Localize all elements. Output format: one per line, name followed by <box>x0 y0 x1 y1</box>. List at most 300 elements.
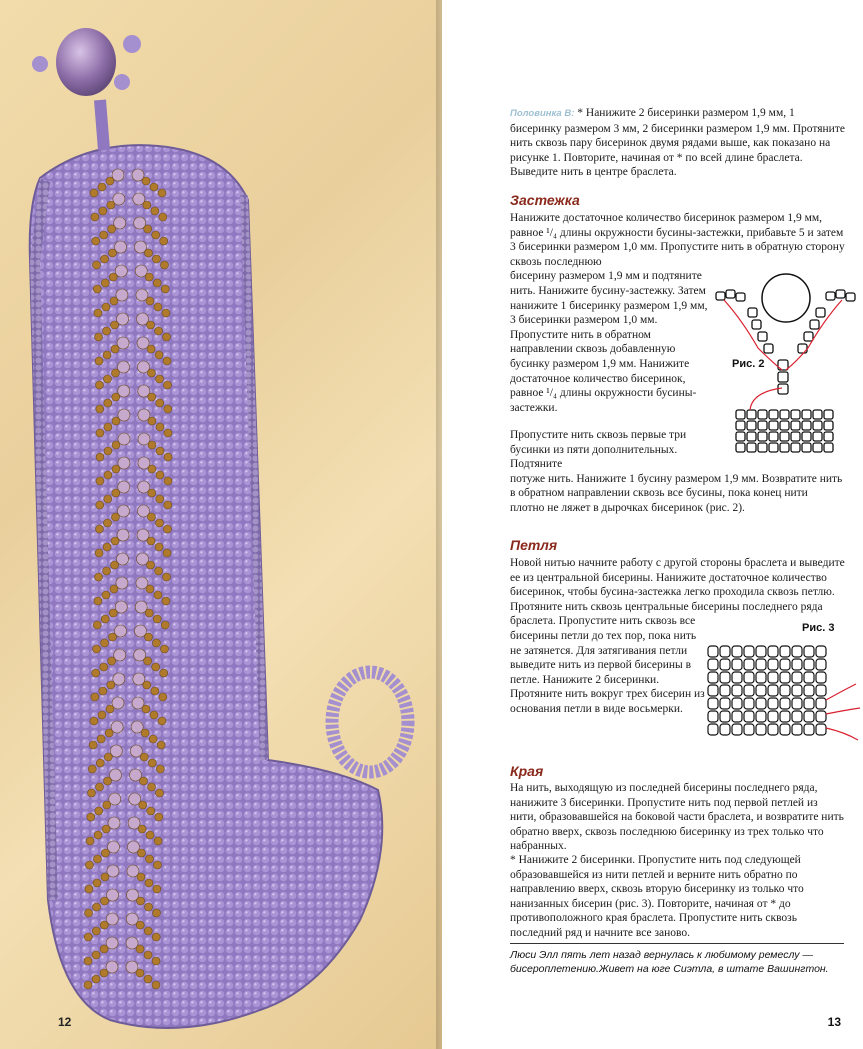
herringbone-bead <box>146 831 154 839</box>
herringbone-bead <box>153 885 161 893</box>
diagram-bead <box>804 646 814 657</box>
herringbone-bead <box>92 927 100 935</box>
herringbone-bead <box>94 831 102 839</box>
herringbone-bead <box>164 501 172 509</box>
herringbone-bead <box>95 357 103 365</box>
diagram-bead <box>732 698 742 709</box>
herringbone-bead <box>147 321 155 329</box>
diagram-bead <box>744 672 754 683</box>
herringbone-bead <box>90 189 98 197</box>
diagram-bead <box>791 410 800 419</box>
herringbone-bead <box>147 807 155 815</box>
diagram-bead <box>813 421 822 430</box>
loop-p-wide: Новой нитью начните работу с другой стороны браслета и выведите ее из центральной бисерины. Нанижите достаточное количество бисеринок, чтобы бусина-застежка легко проходила сквозь петлю. Протяните нить сквозь центральные бисерины последнего ряда <box>510 557 845 613</box>
herringbone-bead <box>144 951 152 959</box>
herringbone-bead <box>146 297 154 305</box>
diagram-bead <box>708 698 718 709</box>
herringbone-bead <box>143 681 151 689</box>
diagram-bead <box>736 421 745 430</box>
diagram-bead <box>744 685 754 696</box>
diagram-bead <box>732 646 742 657</box>
herringbone-bead <box>151 687 159 695</box>
herringbone-bead <box>138 825 146 833</box>
diagram-bead <box>768 711 778 722</box>
diagram-bead <box>816 698 826 709</box>
diagram-bead <box>802 421 811 430</box>
diagram-bead <box>708 672 718 683</box>
herringbone-bead <box>137 873 145 881</box>
diagram-bead <box>708 685 718 696</box>
herringbone-bead <box>145 903 153 911</box>
diagram-bead <box>736 432 745 441</box>
bracelet-band <box>30 145 383 1028</box>
herringbone-bead <box>155 789 163 797</box>
diagram-bead <box>747 410 756 419</box>
herringbone-bead <box>98 183 106 191</box>
herringbone-bead <box>147 369 155 377</box>
herringbone-bead <box>93 879 101 887</box>
diagram-bead <box>720 659 730 670</box>
diagram-bead <box>780 659 790 670</box>
herringbone-bead <box>145 273 153 281</box>
figure-3-label: Рис. 3 <box>802 622 835 634</box>
herringbone-bead <box>93 903 101 911</box>
clasp-p2-wide: потуже нить. Нанижите 1 бусину размером 1,9 мм. Возвратите нить в обратном направлении сквозь все бусины, пока конец нити плотно не ляжет в дырочках бисеринок (рис. 2). <box>510 472 843 514</box>
herringbone-bead <box>102 825 110 833</box>
herringbone-bead <box>150 711 158 719</box>
herringbone-bead <box>111 369 119 377</box>
herringbone-bead <box>152 933 160 941</box>
diagram-bead <box>780 410 789 419</box>
herringbone-bead <box>95 783 103 791</box>
herringbone-bead <box>163 549 171 557</box>
edge-paragraph-2 <box>510 853 845 941</box>
herringbone-bead <box>155 351 163 359</box>
herringbone-bead <box>100 969 108 977</box>
herringbone-bead <box>105 729 113 737</box>
diagram-bead <box>802 432 811 441</box>
herringbone-bead <box>94 309 102 317</box>
herringbone-bead <box>92 261 100 269</box>
diagram-bead <box>780 421 789 430</box>
herringbone-bead <box>106 705 114 713</box>
diagram-bead <box>732 724 742 735</box>
herringbone-bead <box>147 783 155 791</box>
herringbone-bead <box>136 921 144 929</box>
diagram-bead <box>824 443 833 452</box>
figure-2-label: Рис. 2 <box>732 358 765 370</box>
herringbone-bead <box>144 249 152 257</box>
herringbone-bead <box>140 753 148 761</box>
herringbone-bead <box>100 945 108 953</box>
clasp-p2-narrow: Пропустите нить сквозь первые три бусинки из пяти дополнительных. Подтяните <box>510 429 687 471</box>
diagram-bead <box>768 685 778 696</box>
herringbone-bead <box>158 189 166 197</box>
diagram-bead <box>813 410 822 419</box>
herringbone-bead <box>103 777 111 785</box>
herringbone-bead <box>101 849 109 857</box>
herringbone-bead <box>156 765 164 773</box>
herringbone-bead <box>142 177 150 185</box>
diagram-bead <box>732 672 742 683</box>
herringbone-bead <box>155 813 163 821</box>
herringbone-bead <box>95 807 103 815</box>
herringbone-bead <box>96 477 104 485</box>
herringbone-bead <box>148 393 156 401</box>
herringbone-bead <box>145 609 153 617</box>
herringbone-bead <box>111 321 119 329</box>
herringbone-bead <box>94 597 102 605</box>
herringbone-bead <box>96 429 104 437</box>
herringbone-bead <box>159 213 167 221</box>
herringbone-bead <box>154 303 162 311</box>
herringbone-bead <box>162 309 170 317</box>
diagram-bead <box>744 711 754 722</box>
herringbone-bead <box>101 279 109 287</box>
herringbone-bead <box>139 777 147 785</box>
herringbone-bead <box>110 297 118 305</box>
diagram-bead <box>824 432 833 441</box>
herringbone-bead <box>152 639 160 647</box>
herringbone-bead <box>112 465 120 473</box>
herringbone-bead <box>96 405 104 413</box>
herringbone-bead <box>147 513 155 521</box>
diagram-bead <box>736 443 745 452</box>
herringbone-bead <box>110 585 118 593</box>
herringbone-bead <box>102 303 110 311</box>
diagram-bead <box>708 724 718 735</box>
herringbone-bead <box>103 519 111 527</box>
herringbone-bead <box>149 735 157 743</box>
intro-paragraph <box>510 106 845 180</box>
herringbone-bead <box>156 399 164 407</box>
herringbone-bead <box>164 453 172 461</box>
diagram-bead <box>720 711 730 722</box>
herringbone-bead <box>152 255 160 263</box>
diagram-bead <box>768 698 778 709</box>
herringbone-bead <box>160 261 168 269</box>
herringbone-bead <box>163 357 171 365</box>
herringbone-bead <box>93 285 101 293</box>
diagram-bead <box>804 685 814 696</box>
herringbone-bead <box>152 231 160 239</box>
diagram-bead <box>780 685 790 696</box>
diagram-bead <box>756 646 766 657</box>
diagram-bead <box>747 443 756 452</box>
herringbone-bead <box>87 789 95 797</box>
herringbone-bead <box>101 897 109 905</box>
herringbone-bead <box>163 573 171 581</box>
herringbone-bead <box>92 975 100 983</box>
clasp-p1-wide: Нанижите достаточное количество бисеринок размером 1,9 мм, равное ¹/₄ длины окружности бусины-застежки, прибавьте 5 и затем 3 бисеринки размером 1,0 мм. Пропустите нить в обратную сторону сквозь последнюю <box>510 212 845 268</box>
herringbone-bead <box>99 687 107 695</box>
diagram-bead <box>804 698 814 709</box>
herringbone-bead <box>111 537 119 545</box>
herringbone-bead <box>151 207 159 215</box>
herringbone-bead <box>154 591 162 599</box>
diagram-bead <box>780 443 789 452</box>
herringbone-bead <box>152 663 160 671</box>
herringbone-bead <box>154 837 162 845</box>
diagram-bead <box>708 711 718 722</box>
herringbone-bead <box>100 639 108 647</box>
diagram-bead <box>804 724 814 735</box>
herringbone-bead <box>156 471 164 479</box>
herringbone-bead <box>109 609 117 617</box>
bio-divider <box>510 943 844 944</box>
herringbone-bead <box>161 285 169 293</box>
diagram-bead <box>768 672 778 683</box>
herringbone-bead <box>144 927 152 935</box>
herringbone-bead <box>93 621 101 629</box>
herringbone-bead <box>98 711 106 719</box>
herringbone-bead <box>147 537 155 545</box>
herringbone-bead <box>108 657 116 665</box>
herringbone-bead <box>109 273 117 281</box>
herringbone-bead <box>101 615 109 623</box>
diagram-bead <box>736 410 745 419</box>
diagram-bead <box>791 432 800 441</box>
herringbone-bead <box>89 741 97 749</box>
diagram-bead <box>802 410 811 419</box>
herringbone-bead <box>155 519 163 527</box>
herringbone-bead <box>111 513 119 521</box>
diagram-bead <box>756 711 766 722</box>
diagram-bead <box>768 646 778 657</box>
diagram-bead <box>756 659 766 670</box>
herringbone-bead <box>112 417 120 425</box>
diagram-bead <box>758 432 767 441</box>
diagram-bead <box>780 432 789 441</box>
herringbone-bead <box>144 225 152 233</box>
herringbone-bead <box>103 327 111 335</box>
herringbone-bead <box>100 231 108 239</box>
herringbone-bead <box>155 567 163 575</box>
herringbone-bead <box>112 441 120 449</box>
intro-text: * Нанижите 2 бисеринки размером 1,9 мм, 1 бисеринку размером 3 мм, 2 бисеринки размером 1,9 мм. Протяните нить сквозь пару бисеринок двумя рядами выше, как показано на рисунке 1. Повторите, начиная от * по всей длине браслета. Выведите нить в центре браслета. <box>510 107 845 179</box>
herringbone-bead <box>148 441 156 449</box>
herringbone-bead <box>88 765 96 773</box>
figure-2-diagram <box>712 270 858 460</box>
herringbone-bead <box>153 909 161 917</box>
herringbone-bead <box>136 945 144 953</box>
herringbone-bead <box>99 207 107 215</box>
herringbone-bead <box>148 759 156 767</box>
herringbone-bead <box>96 501 104 509</box>
herringbone-bead <box>84 933 92 941</box>
diagram-bead <box>791 443 800 452</box>
diagram-bead <box>816 672 826 683</box>
herringbone-bead <box>95 573 103 581</box>
herringbone-bead <box>97 735 105 743</box>
herringbone-bead <box>87 813 95 821</box>
diagram-bead <box>780 646 790 657</box>
diagram-bead <box>824 421 833 430</box>
herringbone-bead <box>108 633 116 641</box>
edge-p1: На нить, выходящую из последней бисерины последнего ряда, нанижите 3 бисеринки. Пропустите нить под первой петлей из нити, образовавшейся на боковой части браслета, и возвратите нить обратно вверх, сквозь последнюю бисеринку из трех только что набранных. <box>510 782 844 853</box>
loop-p-narrow: браслета. Пропустите нить сквозь все бисерины петли до тех пор, пока нить не затянется. Для затягивания петли выведите нить из первой бисерины в петле. Нанижите 2 бисеринки. Протяните нить вокруг трех бисерин из основания петли в виде восьмерки. <box>510 615 705 715</box>
diagram-bead <box>816 685 826 696</box>
herringbone-bead <box>137 849 145 857</box>
diagram-bead <box>744 698 754 709</box>
herringbone-bead <box>136 969 144 977</box>
author-bio: Люси Элл пять лет назад вернулась к любимому ремеслу — бисероплетению.Живет на юге Сиэтла, в штате Вашингтон. <box>510 949 829 975</box>
herringbone-bead <box>148 489 156 497</box>
herringbone-bead <box>111 561 119 569</box>
diagram-bead <box>720 724 730 735</box>
herringbone-bead <box>159 693 167 701</box>
diagram-bead <box>756 724 766 735</box>
herringbone-bead <box>100 921 108 929</box>
herringbone-bead <box>152 957 160 965</box>
diagram-bead <box>768 659 778 670</box>
diagram-bead <box>792 659 802 670</box>
diagram-bead <box>816 724 826 735</box>
herringbone-bead <box>160 237 168 245</box>
herringbone-bead <box>93 855 101 863</box>
herringbone-bead <box>96 453 104 461</box>
diagram-bead <box>720 672 730 683</box>
herringbone-bead <box>91 693 99 701</box>
herringbone-bead <box>160 669 168 677</box>
herringbone-bead <box>103 375 111 383</box>
herringbone-bead <box>107 201 115 209</box>
herringbone-bead <box>85 885 93 893</box>
diagram-bead <box>769 421 778 430</box>
herringbone-bead <box>112 489 120 497</box>
herringbone-bead <box>144 633 152 641</box>
herringbone-bead <box>164 477 172 485</box>
herringbone-bead <box>104 753 112 761</box>
diagram-bead <box>747 432 756 441</box>
diagram-bead <box>792 698 802 709</box>
edge-paragraph-1 <box>510 781 845 854</box>
diagram-bead <box>744 724 754 735</box>
diagram-bead <box>792 646 802 657</box>
herringbone-bead <box>155 375 163 383</box>
herringbone-bead <box>153 861 161 869</box>
diagram-bead <box>804 711 814 722</box>
intro-lead: Половинка В: <box>510 108 575 119</box>
diagram-bead <box>732 659 742 670</box>
herringbone-bead <box>108 225 116 233</box>
herringbone-bead <box>147 345 155 353</box>
edge-heading: Края <box>510 763 544 779</box>
herringbone-bead <box>108 249 116 257</box>
herringbone-bead <box>144 975 152 983</box>
herringbone-bead <box>103 801 111 809</box>
diagram-bead <box>758 443 767 452</box>
diagram-bead <box>816 711 826 722</box>
diagram-bead <box>720 646 730 657</box>
diagram-bead <box>720 698 730 709</box>
herringbone-bead <box>85 861 93 869</box>
herringbone-bead <box>90 717 98 725</box>
herringbone-bead <box>103 567 111 575</box>
herringbone-bead <box>84 981 92 989</box>
diagram-bead <box>769 432 778 441</box>
herringbone-bead <box>95 333 103 341</box>
diagram-bead <box>792 672 802 683</box>
diagram-bead <box>780 711 790 722</box>
diagram-bead <box>792 711 802 722</box>
herringbone-bead <box>155 327 163 335</box>
herringbone-bead <box>146 585 154 593</box>
diagram-bead <box>780 724 790 735</box>
herringbone-bead <box>84 957 92 965</box>
herringbone-bead <box>95 381 103 389</box>
herringbone-bead <box>92 645 100 653</box>
page-number-right: 13 <box>827 1015 841 1029</box>
edge-p2: * Нанижите 2 бисеринки. Пропустите нить под следующей образовавшейся из нити петлей и верните нить обратно по направлению вверх, сквозь вторую бисеринку из только что нанизанных бисерин (рис. 3). Повторите, начиная от * до противоположного края браслета. Пропустите нить сквозь последний ряд и начните все заново. <box>510 854 804 939</box>
herringbone-bead <box>156 423 164 431</box>
diagram-bead <box>791 421 800 430</box>
diagram-bead <box>747 421 756 430</box>
herringbone-bead <box>148 417 156 425</box>
diagram-bead <box>802 443 811 452</box>
herringbone-bead <box>152 981 160 989</box>
herringbone-bead <box>95 549 103 557</box>
herringbone-bead <box>104 447 112 455</box>
clasp-loop <box>332 672 408 772</box>
diagram-bead <box>744 659 754 670</box>
diagram-bead <box>780 672 790 683</box>
herringbone-bead <box>145 855 153 863</box>
herringbone-bead <box>104 471 112 479</box>
herringbone-bead <box>162 597 170 605</box>
herringbone-bead <box>156 447 164 455</box>
diagram-bead <box>744 646 754 657</box>
herringbone-bead <box>112 393 120 401</box>
herringbone-bead <box>104 495 112 503</box>
diagram-bead <box>769 410 778 419</box>
herringbone-bead <box>150 183 158 191</box>
herringbone-bead <box>158 717 166 725</box>
diagram-bead <box>732 685 742 696</box>
herringbone-bead <box>111 345 119 353</box>
herringbone-bead <box>142 705 150 713</box>
herringbone-bead <box>103 543 111 551</box>
diagram-bead <box>732 711 742 722</box>
herringbone-bead <box>92 951 100 959</box>
herringbone-bead <box>160 645 168 653</box>
diagram-bead <box>813 443 822 452</box>
herringbone-bead <box>147 561 155 569</box>
herringbone-bead <box>100 663 108 671</box>
herringbone-bead <box>155 543 163 551</box>
herringbone-bead <box>144 657 152 665</box>
herringbone-bead <box>148 465 156 473</box>
herringbone-bead <box>86 837 94 845</box>
herringbone-bead <box>101 873 109 881</box>
page-number-left: 12 <box>58 1015 72 1029</box>
herringbone-bead <box>91 213 99 221</box>
clasp-bead <box>56 28 116 96</box>
diagram-bead <box>756 698 766 709</box>
diagram-bead <box>816 646 826 657</box>
herringbone-bead <box>103 351 111 359</box>
diagram-bead <box>758 410 767 419</box>
herringbone-bead <box>104 399 112 407</box>
herringbone-bead <box>102 591 110 599</box>
herringbone-bead <box>143 201 151 209</box>
herringbone-bead <box>156 495 164 503</box>
diagram-bead <box>792 685 802 696</box>
herringbone-bead <box>164 405 172 413</box>
figure-3-diagram <box>704 640 862 748</box>
herringbone-bead <box>95 525 103 533</box>
loop-heading: Петля <box>510 537 558 553</box>
